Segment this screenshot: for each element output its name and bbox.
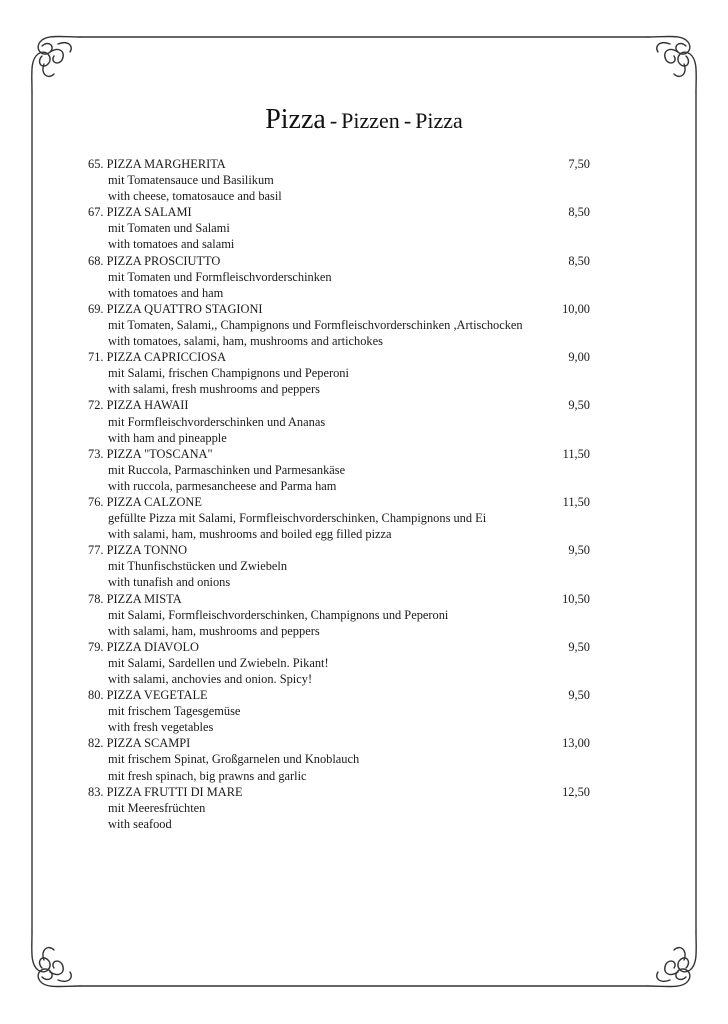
menu-item (88, 301, 608, 349)
menu-item (88, 446, 608, 494)
menu-item-name: PIZZA CAPRICCIOSA (106, 350, 227, 365)
menu-item-description-de: mit Tomaten und Formfleischvorderschinken (108, 269, 332, 284)
menu-item-price: 12,50 (562, 784, 590, 799)
menu-item-number: 67. (88, 205, 104, 220)
menu-item-description-en: with fresh vegetables (108, 720, 214, 735)
menu-item-header (88, 204, 608, 220)
menu-item-header (88, 253, 608, 269)
menu-item-header (88, 687, 608, 703)
menu-item-description-en: with ham and pineapple (108, 430, 227, 445)
menu-item-header (88, 735, 608, 751)
menu-item-price: 9,50 (568, 543, 590, 558)
menu-item (88, 735, 608, 783)
menu-item-header (88, 784, 608, 800)
menu-item-description-en: with salami, ham, mushrooms and peppers (108, 623, 320, 638)
menu-item-description-de: mit frischem Tagesgemüse (108, 704, 241, 719)
menu-item-description-en: mit fresh spinach, big prawns and garlic (108, 768, 307, 783)
menu-item-price: 13,00 (562, 736, 590, 751)
menu-item-price: 9,50 (568, 398, 590, 413)
menu-item-name: PIZZA CALZONE (106, 494, 202, 509)
menu-item (88, 349, 608, 397)
menu-item-name: PIZZA QUATTRO STAGIONI (106, 301, 263, 316)
menu-item-description-de: mit Ruccola, Parmaschinken und Parmesankäse (108, 462, 346, 477)
menu-item-description-en: with salami, fresh mushrooms and peppers (108, 382, 320, 397)
corner-ornament-top-left (32, 36, 80, 92)
menu-item-header (88, 397, 608, 413)
menu-item-description-de: mit Salami, Formfleischvorderschinken, Champignons und Peperoni (108, 607, 449, 622)
menu-item-number: 83. (88, 784, 104, 799)
menu-item-description-en: with tomatoes, salami, ham, mushrooms and artichokes (108, 334, 383, 349)
title-separator-2: - (403, 108, 412, 133)
menu-item (88, 639, 608, 687)
menu-item-number: 78. (88, 591, 104, 606)
menu-item-name: PIZZA "TOSCANA" (106, 446, 213, 461)
corner-ornament-bottom-left (32, 932, 80, 987)
menu-item-description-de: mit Tomatensauce und Basilikum (108, 173, 274, 188)
menu-item (88, 542, 608, 590)
menu-item-name: PIZZA DIAVOLO (106, 639, 199, 654)
menu-item-price: 8,50 (568, 253, 590, 268)
menu-item-description-en: with tomatoes and ham (108, 285, 224, 300)
menu-item-description-en: with salami, anchovies and onion. Spicy! (108, 672, 313, 686)
menu-item-description-de: gefüllte Pizza mit Salami, Formfleischvorderschinken, Champignons und Ei (108, 511, 487, 526)
menu-item-number: 80. (88, 688, 104, 703)
menu-item-description-de: mit Salami, Sardellen und Zwiebeln. Pikant! (108, 655, 329, 670)
menu-item-price: 9,00 (568, 350, 590, 365)
menu-item-name: PIZZA PROSCIUTTO (106, 253, 221, 268)
menu-item-number: 65. (88, 157, 104, 171)
menu-item-description-en: with cheese, tomatosauce and basil (108, 189, 282, 204)
title-separator-1: - (329, 108, 338, 133)
title-english: Pizza (415, 108, 463, 133)
menu-item-header (88, 494, 608, 510)
menu-item-description-de: mit Formfleischvorderschinken und Ananas (108, 414, 326, 429)
menu-item-price: 11,50 (562, 446, 590, 461)
menu-item-header (88, 301, 608, 317)
menu-item (88, 253, 608, 301)
menu-item-header (88, 542, 608, 558)
menu-item-description-en: with tunafish and onions (108, 575, 231, 590)
menu-item-price: 9,50 (568, 688, 590, 703)
menu-item-price: 7,50 (568, 157, 590, 171)
menu-item-description-de: mit Salami, frischen Champignons und Peperoni (108, 366, 349, 381)
menu-item-description-de: mit frischem Spinat, Großgarnelen und Knoblauch (108, 752, 360, 767)
menu-item-name: PIZZA TONNO (106, 543, 188, 558)
menu-item-header (88, 639, 608, 655)
menu-item-header (88, 446, 608, 462)
menu-item-header (88, 591, 608, 607)
menu-item-number: 72. (88, 398, 104, 413)
menu-item-description-de: mit Tomaten, Salami,, Champignons und Formfleischvorderschinken ,Artischocken (108, 317, 523, 332)
page-title (0, 104, 728, 136)
menu-item-number: 69. (88, 301, 104, 316)
title-main: Pizza (265, 104, 326, 135)
pizza-menu-list (88, 156, 608, 832)
menu-item-price: 10,50 (562, 591, 590, 606)
menu-item-name: PIZZA HAWAII (106, 398, 189, 413)
menu-item-name: PIZZA MARGHERITA (106, 157, 226, 171)
menu-item-number: 79. (88, 639, 104, 654)
menu-item (88, 591, 608, 639)
menu-item-header (88, 156, 608, 172)
menu-item-name: PIZZA MISTA (106, 591, 182, 606)
menu-item-number: 82. (88, 736, 104, 751)
title-german: Pizzen (341, 108, 400, 133)
menu-item-description-de: mit Tomaten und Salami (108, 221, 230, 236)
menu-item-price: 10,00 (562, 301, 590, 316)
menu-item (88, 204, 608, 252)
menu-item-header (88, 349, 608, 365)
menu-item (88, 494, 608, 542)
menu-item-price: 9,50 (568, 639, 590, 654)
menu-item-number: 71. (88, 350, 104, 365)
menu-item-name: PIZZA VEGETALE (106, 688, 208, 703)
menu-item-price: 11,50 (562, 494, 590, 509)
menu-item-description-de: mit Meeresfrüchten (108, 800, 206, 815)
menu-item (88, 687, 608, 735)
menu-item (88, 784, 608, 832)
corner-ornament-bottom-right (648, 932, 696, 987)
corner-ornament-top-right (648, 36, 696, 92)
menu-item-number: 76. (88, 494, 104, 509)
menu-item-price: 8,50 (568, 205, 590, 220)
menu-item-name: PIZZA SCAMPI (106, 736, 191, 751)
menu-item-description-en: with seafood (108, 816, 172, 831)
menu-item-description-de: mit Thunfischstücken und Zwiebeln (108, 559, 288, 574)
menu-item (88, 397, 608, 445)
menu-item-number: 73. (88, 446, 104, 461)
menu-item-number: 77. (88, 543, 104, 558)
menu-item-name: PIZZA FRUTTI DI MARE (106, 784, 243, 799)
menu-item-description-en: with salami, ham, mushrooms and boiled egg filled pizza (108, 527, 392, 542)
menu-item-description-en: with ruccola, parmesancheese and Parma ham (108, 478, 337, 493)
menu-item-description-en: with tomatoes and salami (108, 237, 235, 252)
menu-item-name: PIZZA SALAMI (106, 205, 192, 220)
menu-item (88, 156, 608, 204)
menu-item-number: 68. (88, 253, 104, 268)
